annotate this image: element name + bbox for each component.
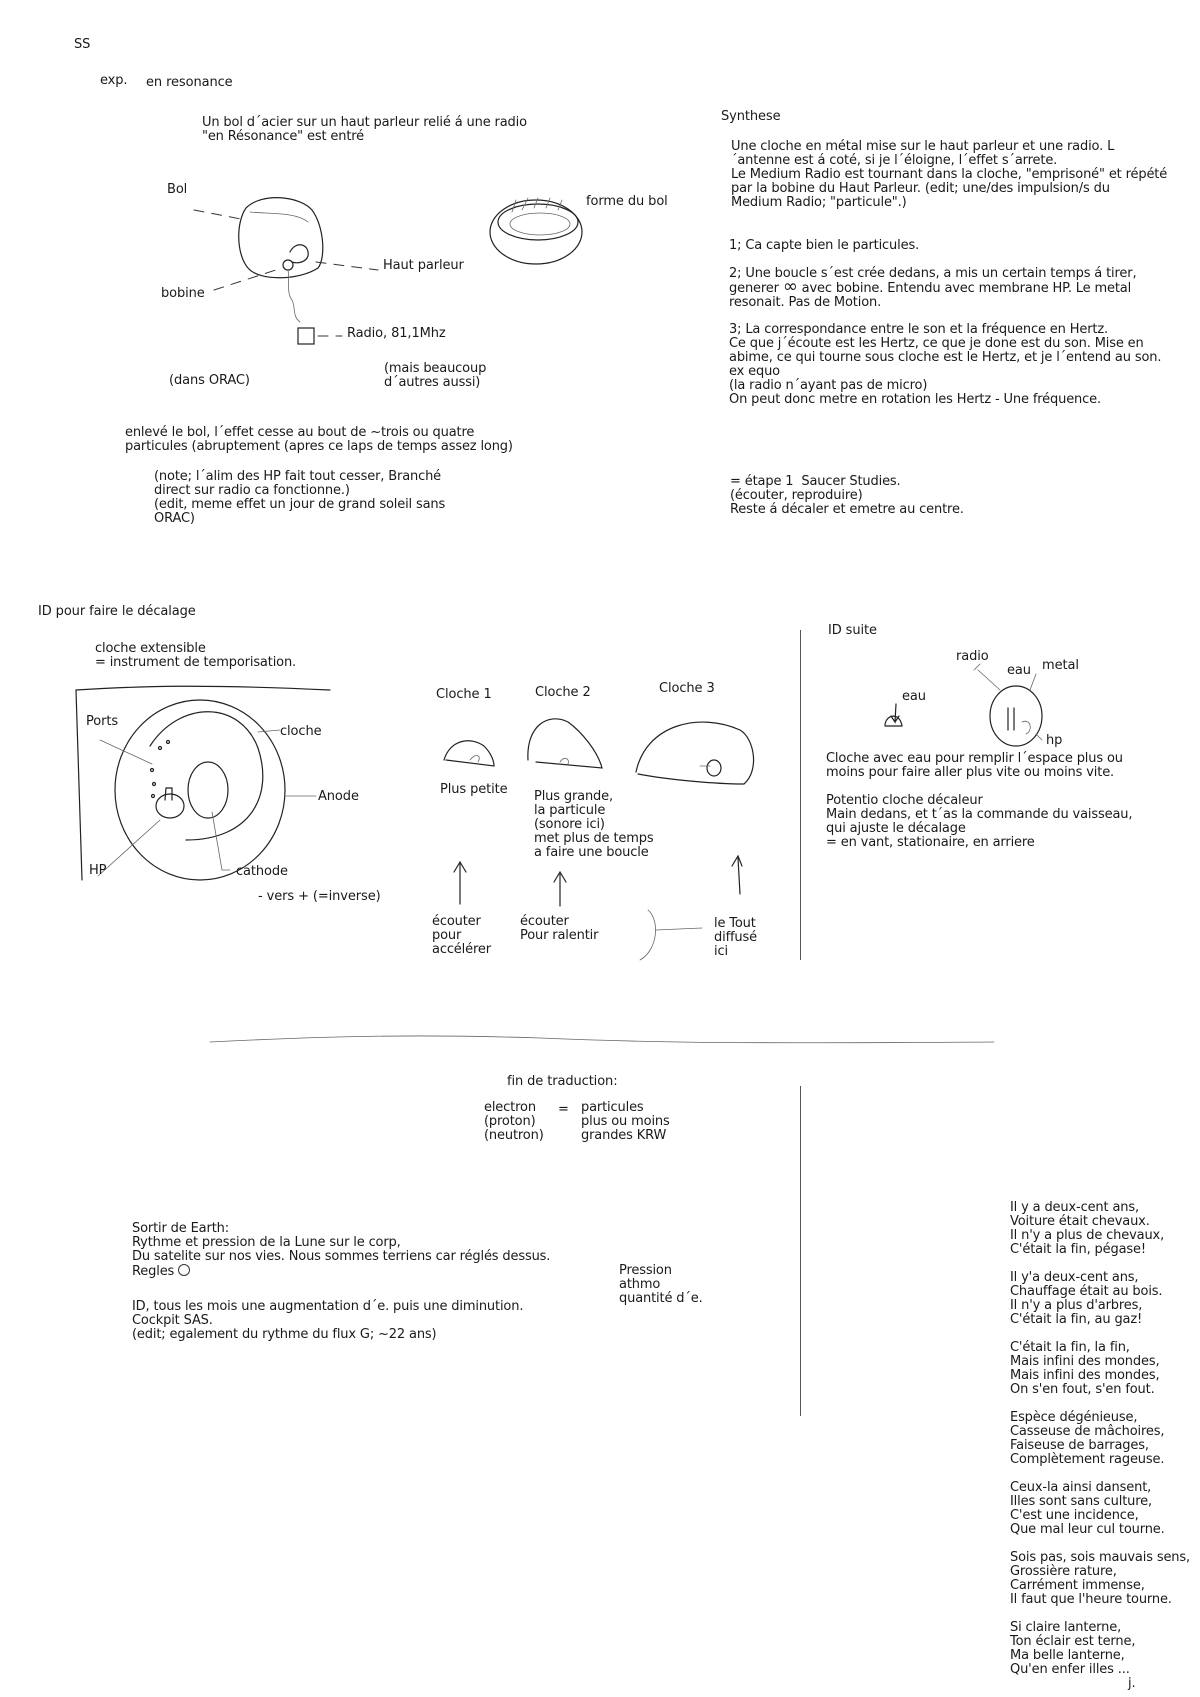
text-line: particules — [581, 1100, 644, 1115]
poem-line: Mais infini des mondes, — [1010, 1368, 1160, 1383]
poem-line: Casseuse de mâchoires, — [1010, 1424, 1165, 1439]
label-bol: Bol — [167, 182, 188, 197]
text-line: Le Medium Radio est tournant dans la cloche, "emprisoné" et répété — [731, 167, 1168, 182]
text-line: (edit, meme effet un jour de grand soleil sans — [154, 497, 446, 512]
text-line: (écouter, reproduire) — [730, 488, 863, 503]
poem-line: Grossière rature, — [1010, 1564, 1117, 1579]
text-line: particules (abruptement (apres ce laps de temps assez long) — [125, 439, 513, 454]
text-line: (la radio n´ayant pas de micro) — [729, 378, 928, 393]
arrows-sketch — [454, 856, 742, 960]
text-line: qui ajuste le décalage — [826, 821, 966, 836]
text-line: diffusé — [714, 930, 757, 945]
text-line: Main dedans, et t´as la commande du vaisseau, — [826, 807, 1133, 822]
text-line: ´antenne est á coté, si je l´éloigne, l´effet s´arrete. — [731, 153, 1058, 168]
poem-line: Il y a deux-cent ans, — [1010, 1200, 1139, 1215]
poem-line: C'était la fin, la fin, — [1010, 1340, 1130, 1355]
text-line: (proton) — [484, 1114, 536, 1129]
text-line: electron — [484, 1100, 536, 1115]
earth-text — [132, 1222, 550, 1279]
label-ports: Ports — [86, 714, 119, 729]
poem-line: C'est une incidence, — [1010, 1508, 1139, 1523]
label-cloche: cloche — [280, 724, 322, 739]
text-line: (neutron) — [484, 1128, 544, 1143]
poem-line: C'était la fin, pégase! — [1010, 1242, 1146, 1257]
bowl-shape-sketch — [490, 198, 582, 264]
text-line: Reste á décaler et emetre au centre. — [730, 502, 964, 517]
label-bobine: bobine — [161, 286, 205, 301]
vertical-divider-1 — [800, 630, 801, 960]
cloche-1-desc: Plus petite — [440, 782, 508, 797]
label-inverse: - vers + (=inverse) — [258, 889, 381, 904]
poem — [1010, 1201, 1190, 1691]
poem-stanza — [1010, 1341, 1190, 1397]
experiment-note — [154, 470, 445, 526]
text-line: Une cloche en métal mise sur le haut parleur et une radio. L — [731, 139, 1115, 154]
decalage-subtitle — [95, 642, 296, 670]
text-line: Medium Radio; "particule".) — [731, 195, 907, 210]
synthese-point-2 — [729, 267, 1136, 310]
text-line: 2; Une boucle s´est crée dedans, a mis un certain temps á tirer, — [729, 266, 1137, 281]
text-line: Rythme et pression de la Lune sur le corp, — [132, 1235, 401, 1250]
text-line: ID, tous les mois une augmentation d´e. puis une diminution. — [132, 1299, 524, 1314]
poem-line: Il n'y a plus d'arbres, — [1010, 1298, 1143, 1313]
text-line: cloche extensible — [95, 641, 206, 656]
text-line: (edit; egalement du rythme du flux G; ~22 ans) — [132, 1327, 437, 1342]
poem-line: Chauffage était au bois. — [1010, 1284, 1163, 1299]
synthese-intro — [731, 140, 1167, 210]
text-line: accélérer — [432, 942, 491, 957]
text-line: Cockpit SAS. — [132, 1313, 213, 1328]
poem-line: Que mal leur cul tourne. — [1010, 1522, 1165, 1537]
cloches-sketch — [444, 719, 754, 784]
text-line: quantité d´e. — [619, 1291, 703, 1306]
experiment-intro — [202, 116, 527, 144]
text-line: a faire une boucle — [534, 845, 649, 860]
text-line — [132, 1264, 550, 1279]
poem-line: Illes sont sans culture, — [1010, 1494, 1152, 1509]
vertical-divider-2 — [800, 1086, 801, 1416]
bowl-speaker-sketch — [194, 198, 378, 344]
label-radio-suite: radio — [956, 649, 989, 664]
text-fragment: Regles — [132, 1264, 175, 1279]
poem-line: On s'en fout, s'en fout. — [1010, 1382, 1155, 1397]
text-fragment: avec bobine. Entendu avec membrane HP. Le metal — [801, 281, 1132, 296]
cloche-2-desc — [534, 790, 654, 860]
text-line: (sonore ici) — [534, 817, 605, 832]
text-line: athmo — [619, 1277, 661, 1292]
label-haut-parleur: Haut parleur — [383, 258, 464, 273]
text-line: (note; l´alim des HP fait tout cesser, Branché — [154, 469, 442, 484]
label-forme-du-bol: forme du bol — [586, 194, 668, 209]
label-dans-orac: (dans ORAC) — [169, 373, 250, 388]
arrow-label-accelerer — [432, 915, 491, 957]
text-line: d´autres aussi) — [384, 375, 481, 390]
poem-stanza — [1010, 1621, 1190, 1677]
text-line: = en vant, stationaire, en arriere — [826, 835, 1035, 850]
text-line: écouter — [520, 914, 569, 929]
infinity-icon: ∞ — [782, 276, 798, 297]
text-line: écouter — [432, 914, 481, 929]
text-line: ORAC) — [154, 511, 195, 526]
suite-text-2 — [826, 794, 1132, 850]
earth-id-text — [132, 1300, 523, 1342]
intro-line: "en Résonance" est entré — [202, 129, 365, 144]
text-line: 3; La correspondance entre le son et la fréquence en Hertz. — [729, 322, 1108, 337]
traduction-left — [484, 1101, 544, 1143]
text-line: pour — [432, 928, 462, 943]
text-line: ici — [714, 944, 728, 959]
arrow-label-diffuse — [714, 917, 757, 959]
text-fragment: generer — [729, 281, 779, 296]
exp-label: exp. — [100, 73, 128, 88]
poem-stanza — [1010, 1481, 1190, 1537]
text-line — [729, 276, 1136, 297]
poem-line: Carrément immense, — [1010, 1578, 1145, 1593]
text-line: met plus de temps — [534, 831, 654, 846]
poem-stanza — [1010, 1271, 1190, 1327]
text-line: par la bobine du Haut Parleur. (edit; une/des impulsion/s du — [731, 181, 1110, 196]
text-line: Sortir de Earth: — [132, 1221, 229, 1236]
cloche-2-title: Cloche 2 — [535, 685, 591, 700]
label-metal: metal — [1042, 658, 1079, 673]
intro-line: Un bol d´acier sur un haut parleur relié á une radio — [202, 115, 527, 130]
experiment-result — [125, 426, 513, 454]
text-line: le Tout — [714, 916, 756, 931]
cloche-1-title: Cloche 1 — [436, 687, 492, 702]
text-line: Cloche avec eau pour remplir l´espace plus ou — [826, 751, 1123, 766]
text-line: ex equo — [729, 364, 780, 379]
text-line: Pression — [619, 1263, 672, 1278]
text-line: moins pour faire aller plus vite ou moins vite. — [826, 765, 1115, 780]
synthese-etape — [730, 475, 964, 517]
poem-line: Ma belle lanterne, — [1010, 1648, 1125, 1663]
poem-line: Espèce dégénieuse, — [1010, 1410, 1138, 1425]
poem-line: Il faut que l'heure tourne. — [1010, 1592, 1172, 1607]
synthese-title: Synthese — [721, 109, 781, 124]
label-radio: Radio, 81,1Mhz — [347, 326, 446, 341]
poem-line: Complètement rageuse. — [1010, 1452, 1165, 1467]
traduction-title: fin de traduction: — [507, 1074, 618, 1089]
text-line: abime, ce qui tourne sous cloche est le Hertz, et je l´entend au son. — [729, 350, 1162, 365]
poem-line: Ceux-la ainsi dansent, — [1010, 1480, 1152, 1495]
label-eau-suite-2: eau — [1007, 663, 1031, 678]
section-divider — [210, 1036, 994, 1043]
traduction-equals: = — [558, 1102, 569, 1117]
pression-text — [619, 1264, 703, 1306]
text-line: resonait. Pas de Motion. — [729, 295, 882, 310]
text-line: grandes KRW — [581, 1128, 667, 1143]
text-line: Ce que j´écoute est les Hertz, ce que je done est du son. Mise en — [729, 336, 1144, 351]
signature: j. — [1128, 1676, 1136, 1691]
poem-line: Qu'en enfer illes ... — [1010, 1662, 1130, 1677]
text-line: enlevé le bol, l´effet cesse au bout de ~trois ou quatre — [125, 425, 475, 440]
label-mais-beaucoup — [384, 362, 486, 390]
text-line: la particule — [534, 803, 606, 818]
poem-line: Sois pas, sois mauvais sens, — [1010, 1550, 1190, 1565]
synthese-point-3 — [729, 323, 1161, 407]
poem-line: C'était la fin, au gaz! — [1010, 1312, 1143, 1327]
poem-line: Il n'y a plus de chevaux, — [1010, 1228, 1165, 1243]
label-hp-suite: hp — [1046, 733, 1063, 748]
poem-line: Si claire lanterne, — [1010, 1620, 1122, 1635]
text-line: = instrument de temporisation. — [95, 655, 297, 670]
text-line: Plus grande, — [534, 789, 613, 804]
text-line: Du satelite sur nos vies. Nous sommes terriens car réglés dessus. — [132, 1249, 551, 1264]
poem-line: Faiseuse de barrages, — [1010, 1438, 1149, 1453]
exp-title: en resonance — [146, 75, 233, 90]
synthese-point-1 — [729, 239, 919, 253]
text-line: plus ou moins — [581, 1114, 670, 1129]
poem-line: Voiture était chevaux. — [1010, 1214, 1150, 1229]
poem-line: Mais infini des mondes, — [1010, 1354, 1160, 1369]
label-eau-suite-1: eau — [902, 689, 926, 704]
suite-text-1 — [826, 752, 1123, 780]
text-line: Potentio cloche décaleur — [826, 793, 983, 808]
poem-stanza — [1010, 1411, 1190, 1467]
text-line: (mais beaucoup — [384, 361, 487, 376]
poem-stanza — [1010, 1551, 1190, 1607]
traduction-right — [581, 1101, 670, 1143]
text-line: Pour ralentir — [520, 928, 599, 943]
text-line: 1; Ca capte bien le particules. — [729, 238, 920, 253]
poem-line: Il y'a deux-cent ans, — [1010, 1270, 1139, 1285]
poem-line: Ton éclair est terne, — [1010, 1634, 1136, 1649]
suite-title: ID suite — [828, 623, 877, 638]
label-cathode: cathode — [236, 864, 288, 879]
cloche-3-title: Cloche 3 — [659, 681, 715, 696]
page-tag: SS — [74, 37, 91, 52]
text-line: = étape 1 Saucer Studies. — [730, 474, 901, 489]
label-anode: Anode — [318, 789, 359, 804]
label-hp: HP — [89, 863, 107, 878]
text-line: direct sur radio ca fonctionne.) — [154, 483, 350, 498]
arrow-label-ralentir — [520, 915, 598, 943]
moon-symbol-icon — [178, 1264, 190, 1276]
text-line: On peut donc metre en rotation les Hertz - Une fréquence. — [729, 392, 1101, 407]
decalage-title: ID pour faire le décalage — [38, 604, 196, 619]
poem-stanza — [1010, 1201, 1190, 1257]
